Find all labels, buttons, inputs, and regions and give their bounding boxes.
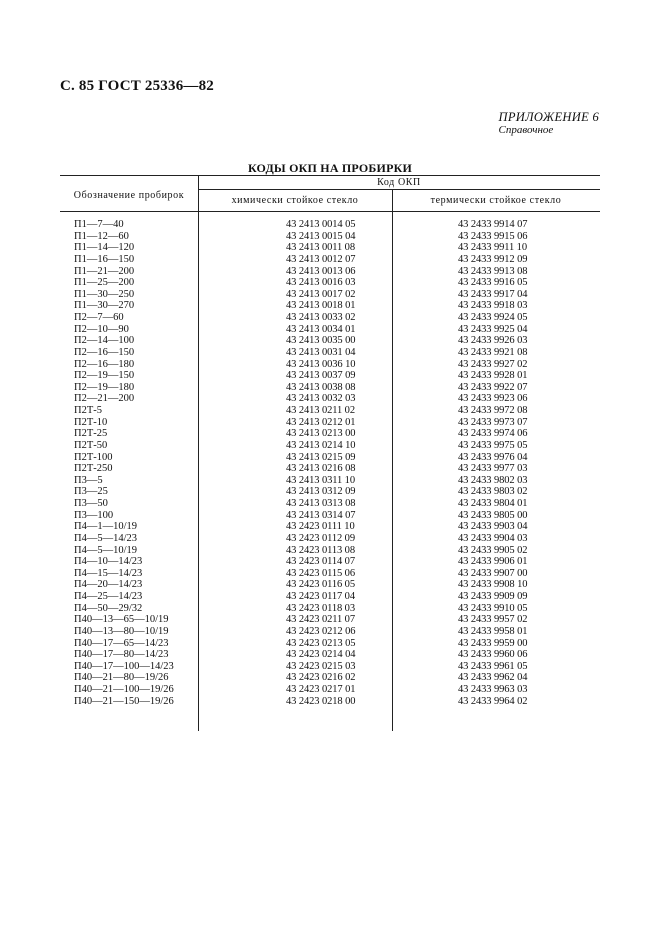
tube-designation: П3—50 — [74, 498, 108, 509]
thermal-glass-code: 43 2433 9975 05 — [458, 439, 528, 451]
chemical-glass-code: 43 2413 0213 00 — [286, 428, 356, 440]
thermal-glass-code: 43 2433 9802 03 — [458, 474, 528, 486]
thermal-glass-code: 43 2433 9916 05 — [458, 277, 528, 289]
table-row — [60, 242, 600, 254]
chemical-glass-code: 43 2413 0017 02 — [286, 288, 356, 300]
col-header-thermal-glass: термически стойкое стекло — [430, 195, 562, 206]
chemical-glass-code: 43 2423 0216 02 — [286, 672, 356, 684]
table-row — [60, 521, 600, 533]
chemical-glass-code: 43 2413 0212 01 — [286, 416, 356, 428]
thermal-glass-code: 43 2433 9973 07 — [458, 416, 528, 428]
table-row — [60, 440, 600, 452]
table-row — [60, 266, 600, 278]
thermal-glass-code: 43 2433 9962 04 — [458, 672, 528, 684]
chemical-glass-code: 43 2423 0212 06 — [286, 625, 356, 637]
tube-designation: П40—21—80—19/26 — [74, 672, 169, 684]
tube-designation: П1—30—270 — [74, 300, 135, 312]
table-row — [60, 556, 600, 568]
tube-designation: П40—13—65—10/19 — [74, 614, 169, 626]
chemical-glass-code: 43 2423 0113 08 — [286, 544, 355, 556]
tube-designation: П40—13—80—10/19 — [74, 625, 169, 637]
table-row — [60, 661, 600, 673]
chemical-glass-code: 43 2413 0011 08 — [286, 242, 355, 254]
table-row — [60, 533, 600, 545]
header-top-rule — [60, 175, 600, 176]
table-row — [60, 568, 600, 580]
chemical-glass-code: 43 2413 0032 03 — [286, 393, 356, 405]
thermal-glass-code: 43 2433 9905 02 — [458, 544, 528, 556]
tube-designation: П2—19—150 — [74, 370, 135, 382]
tube-designation: П3—100 — [74, 509, 114, 521]
table-row — [60, 254, 600, 266]
tube-designation: П1—16—150 — [74, 253, 135, 265]
tube-designation: П2Т-250 — [74, 463, 113, 475]
table-row — [60, 696, 600, 708]
tube-designation: П2—16—150 — [74, 346, 135, 358]
thermal-glass-code: 43 2433 9964 02 — [458, 695, 528, 707]
table-row — [60, 417, 600, 429]
chemical-glass-code: 43 2413 0031 04 — [286, 346, 356, 358]
tube-designation: П2Т-5 — [74, 405, 102, 416]
thermal-glass-code: 43 2433 9805 00 — [458, 509, 528, 521]
tube-designation: П4—5—14/23 — [74, 532, 137, 544]
tube-designation: П3—5 — [74, 474, 103, 486]
thermal-glass-code: 43 2433 9804 01 — [458, 498, 528, 509]
table-row — [60, 277, 600, 289]
tube-designation: П40—17—80—14/23 — [74, 649, 169, 661]
thermal-glass-code: 43 2433 9923 06 — [458, 393, 528, 405]
chemical-glass-code: 43 2423 0215 03 — [286, 660, 356, 672]
table-row — [60, 335, 600, 347]
table-row — [60, 393, 600, 405]
chemical-glass-code: 43 2423 0217 01 — [286, 684, 356, 695]
table-row — [60, 672, 600, 684]
tube-designation: П4—15—14/23 — [74, 567, 143, 579]
table-row — [60, 545, 600, 557]
header-group-rule — [198, 189, 600, 190]
chemical-glass-code: 43 2413 0211 02 — [286, 405, 355, 416]
chemical-glass-code: 43 2413 0033 02 — [286, 312, 356, 323]
tube-designation: П40—21—150—19/26 — [74, 695, 174, 707]
chemical-glass-code: 43 2413 0214 10 — [286, 439, 356, 451]
tube-designation: П1—21—200 — [74, 265, 135, 277]
table-row — [60, 312, 600, 324]
table-body — [60, 219, 600, 707]
thermal-glass-code: 43 2433 9910 05 — [458, 602, 528, 614]
chemical-glass-code: 43 2413 0216 08 — [286, 463, 356, 475]
thermal-glass-code: 43 2433 9963 03 — [458, 684, 528, 695]
tube-designation: П2—16—180 — [74, 358, 135, 370]
thermal-glass-code: 43 2433 9958 01 — [458, 625, 528, 637]
tube-designation: П40—17—100—14/23 — [74, 660, 174, 672]
tube-designation: П1—12—60 — [74, 230, 129, 242]
chemical-glass-code: 43 2423 0112 09 — [286, 532, 355, 544]
tube-designation: П2—7—60 — [74, 312, 124, 323]
tube-designation: П4—5—10/19 — [74, 544, 137, 556]
chemical-glass-code: 43 2413 0035 00 — [286, 335, 356, 347]
thermal-glass-code: 43 2433 9960 06 — [458, 649, 528, 661]
chemical-glass-code: 43 2413 0016 03 — [286, 277, 356, 289]
tube-designation: П4—25—14/23 — [74, 591, 143, 602]
table-row — [60, 475, 600, 487]
table-row — [60, 370, 600, 382]
thermal-glass-code: 43 2433 9915 06 — [458, 230, 528, 242]
table-row — [60, 684, 600, 696]
thermal-glass-code: 43 2433 9906 01 — [458, 556, 528, 568]
thermal-glass-code: 43 2433 9928 01 — [458, 370, 528, 382]
tube-designation: П4—1—10/19 — [74, 521, 137, 533]
chemical-glass-code: 43 2423 0213 05 — [286, 637, 356, 649]
tube-designation: П2Т-25 — [74, 428, 108, 440]
tube-designation: П4—10—14/23 — [74, 556, 143, 568]
table-row — [60, 510, 600, 522]
thermal-glass-code: 43 2433 9903 04 — [458, 521, 528, 533]
thermal-glass-code: 43 2433 9803 02 — [458, 486, 528, 498]
tube-designation: П2—10—90 — [74, 323, 129, 335]
thermal-glass-code: 43 2433 9912 09 — [458, 253, 528, 265]
tube-designation: П2—21—200 — [74, 393, 135, 405]
tube-designation: П2—19—180 — [74, 381, 135, 393]
tube-designation: П40—17—65—14/23 — [74, 637, 169, 649]
appendix-title: ПРИЛОЖЕНИЕ 6 — [498, 110, 599, 124]
tube-designation: П1—7—40 — [74, 219, 124, 230]
thermal-glass-code: 43 2433 9914 07 — [458, 219, 528, 230]
table-row — [60, 347, 600, 359]
thermal-glass-code: 43 2433 9959 00 — [458, 637, 528, 649]
tube-designation: П1—14—120 — [74, 242, 135, 254]
thermal-glass-code: 43 2433 9961 05 — [458, 660, 528, 672]
table-row — [60, 498, 600, 510]
chemical-glass-code: 43 2413 0313 08 — [286, 498, 356, 509]
chemical-glass-code: 43 2423 0117 04 — [286, 591, 355, 602]
chemical-glass-code: 43 2413 0311 10 — [286, 474, 355, 486]
thermal-glass-code: 43 2433 9908 10 — [458, 579, 528, 591]
thermal-glass-code: 43 2433 9913 08 — [458, 265, 528, 277]
col-header-chemical-glass: химически стойкое стекло — [231, 195, 359, 206]
thermal-glass-code: 43 2433 9909 09 — [458, 591, 528, 602]
chemical-glass-code: 43 2423 0115 06 — [286, 567, 355, 579]
thermal-glass-code: 43 2433 9904 03 — [458, 532, 528, 544]
chemical-glass-code: 43 2423 0118 03 — [286, 602, 355, 614]
thermal-glass-code: 43 2433 9907 00 — [458, 567, 528, 579]
table-row — [60, 452, 600, 464]
thermal-glass-code: 43 2433 9957 02 — [458, 614, 528, 626]
table-row — [60, 486, 600, 498]
chemical-glass-code: 43 2413 0314 07 — [286, 509, 356, 521]
tube-designation: П40—21—100—19/26 — [74, 684, 174, 695]
tube-designation: П1—30—250 — [74, 288, 135, 300]
table-row — [60, 300, 600, 312]
chemical-glass-code: 43 2413 0038 08 — [286, 381, 356, 393]
page-header: С. 85 ГОСТ 25336—82 — [60, 78, 214, 94]
chemical-glass-code: 43 2413 0215 09 — [286, 451, 356, 463]
header-bottom-rule — [60, 211, 600, 212]
chemical-glass-code: 43 2413 0013 06 — [286, 265, 356, 277]
chemical-glass-code: 43 2413 0015 04 — [286, 230, 356, 242]
table-row — [60, 638, 600, 650]
appendix-subtitle: Справочное — [498, 124, 554, 136]
table-row — [60, 579, 600, 591]
table-row — [60, 614, 600, 626]
table-row — [60, 463, 600, 475]
thermal-glass-code: 43 2433 9922 07 — [458, 381, 528, 393]
chemical-glass-code: 43 2413 0312 09 — [286, 486, 356, 498]
chemical-glass-code: 43 2423 0114 07 — [286, 556, 355, 568]
thermal-glass-code: 43 2433 9974 06 — [458, 428, 528, 440]
appendix-label — [499, 111, 599, 137]
chemical-glass-code: 43 2413 0012 07 — [286, 253, 356, 265]
thermal-glass-code: 43 2433 9976 04 — [458, 451, 528, 463]
chemical-glass-code: 43 2423 0211 07 — [286, 614, 355, 626]
thermal-glass-code: 43 2433 9927 02 — [458, 358, 528, 370]
chemical-glass-code: 43 2413 0014 05 — [286, 219, 356, 230]
table-row — [60, 231, 600, 243]
chemical-glass-code: 43 2413 0036 10 — [286, 358, 356, 370]
tube-designation: П2Т-10 — [74, 416, 108, 428]
thermal-glass-code: 43 2433 9911 10 — [458, 242, 527, 254]
tube-designation: П2—14—100 — [74, 335, 135, 347]
table-row — [60, 405, 600, 417]
thermal-glass-code: 43 2433 9926 03 — [458, 335, 528, 347]
table-row — [60, 359, 600, 371]
thermal-glass-code: 43 2433 9925 04 — [458, 323, 528, 335]
table-title: КОДЫ ОКП НА ПРОБИРКИ — [247, 161, 413, 175]
thermal-glass-code: 43 2433 9977 03 — [458, 463, 528, 475]
tube-designation: П2Т-50 — [74, 439, 108, 451]
table-row — [60, 603, 600, 615]
chemical-glass-code: 43 2423 0214 04 — [286, 649, 356, 661]
table-row — [60, 591, 600, 603]
col-header-designation: Обозначение пробирок — [73, 190, 185, 201]
table-row — [60, 324, 600, 336]
thermal-glass-code: 43 2433 9924 05 — [458, 312, 528, 323]
chemical-glass-code: 43 2423 0116 05 — [286, 579, 355, 591]
tube-designation: П1—25—200 — [74, 277, 135, 289]
table-row — [60, 626, 600, 638]
tube-designation: П3—25 — [74, 486, 108, 498]
chemical-glass-code: 43 2423 0111 10 — [286, 521, 355, 533]
table-row — [60, 219, 600, 231]
chemical-glass-code: 43 2413 0018 01 — [286, 300, 356, 312]
thermal-glass-code: 43 2433 9918 03 — [458, 300, 528, 312]
tube-designation: П4—20—14/23 — [74, 579, 143, 591]
table-row — [60, 428, 600, 440]
thermal-glass-code: 43 2433 9917 04 — [458, 288, 528, 300]
tube-designation: П4—50—29/32 — [74, 602, 143, 614]
table-row — [60, 649, 600, 661]
chemical-glass-code: 43 2413 0037 09 — [286, 370, 356, 382]
chemical-glass-code: 43 2423 0218 00 — [286, 695, 356, 707]
thermal-glass-code: 43 2433 9921 08 — [458, 346, 528, 358]
thermal-glass-code: 43 2433 9972 08 — [458, 405, 528, 416]
col-header-okp-code: Код ОКП — [377, 177, 421, 188]
table-row — [60, 382, 600, 394]
tube-designation: П2Т-100 — [74, 451, 113, 463]
chemical-glass-code: 43 2413 0034 01 — [286, 323, 356, 335]
table-row — [60, 289, 600, 301]
